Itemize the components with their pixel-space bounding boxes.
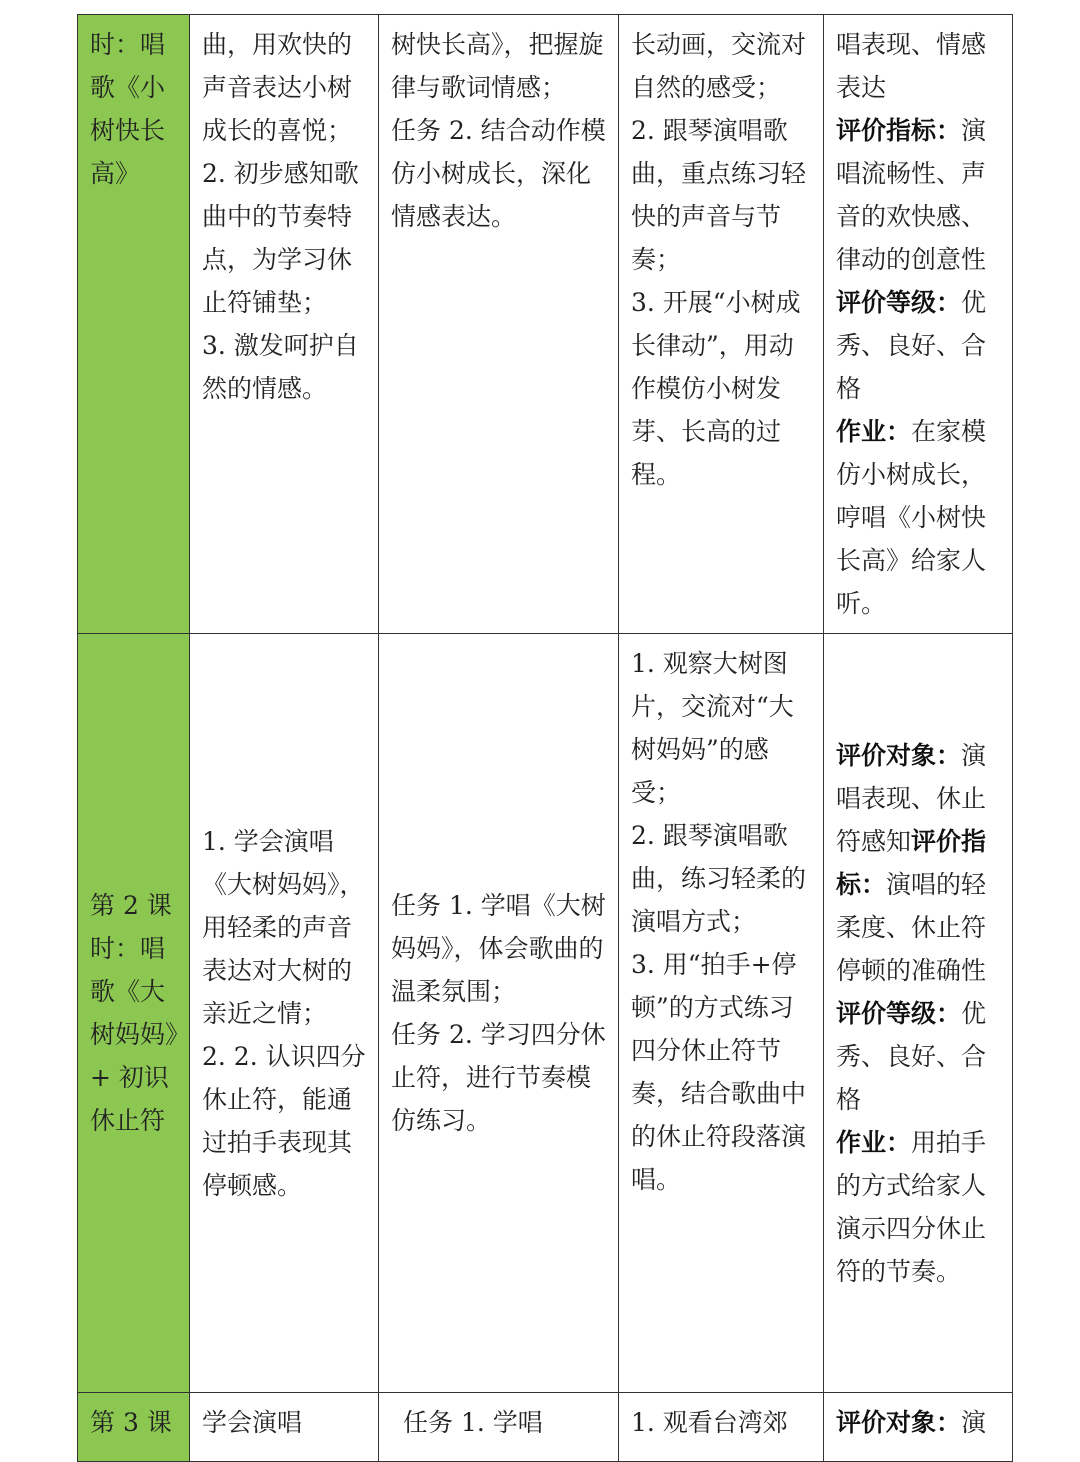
tasks-cell — [379, 1393, 619, 1462]
lesson-cell — [78, 1393, 190, 1462]
evaluation-item — [836, 281, 1002, 410]
lesson-title: 第 3 课 — [90, 1408, 172, 1437]
evaluation-label: 评价指标： — [836, 826, 987, 899]
evaluation-item — [836, 734, 1002, 992]
task-item: 任务 1. 学唱 — [403, 1408, 543, 1437]
activity-item: 1. 观察大树图片，交流对“大树妈妈”的感受； — [631, 649, 794, 807]
activity-item: 2. 跟琴演唱歌曲，重点练习轻快的声音与节奏； — [631, 116, 807, 274]
lesson-cell — [78, 15, 190, 634]
task-item: 任务 1. 学唱《大树妈妈》，体会歌曲的温柔氛围； — [391, 891, 606, 1006]
evaluation-cell — [824, 634, 1013, 1393]
goals-cell — [190, 634, 379, 1393]
table-row — [78, 634, 1013, 1393]
evaluation-text: 唱表现、情感表达 — [836, 30, 987, 102]
activity-item: 长动画，交流对自然的感受； — [631, 30, 807, 102]
task-item: 树快长高》，把握旋律与歌词情感； — [391, 30, 604, 102]
activity-item: 3. 开展“小树成长律动”，用动作模仿小树发芽、长高的过程。 — [631, 288, 801, 489]
lesson-plan-table — [77, 14, 1013, 1462]
evaluation-item — [836, 410, 1002, 625]
evaluation-text: 优秀、良好、合格 — [836, 288, 987, 403]
evaluation-label: 评价对象： — [836, 1408, 962, 1437]
evaluation-label: 评价等级： — [836, 288, 962, 317]
evaluation-text: 优秀、良好、合格 — [836, 998, 987, 1114]
lesson-title: 第 2 课时：唱歌《大树妈妈》+ 初识休止符 — [90, 891, 178, 1135]
tasks-cell — [379, 15, 619, 634]
activity-item: 1. 观看台湾郊 — [631, 1408, 788, 1437]
goal-item: 3. 激发呵护自然的情感。 — [202, 331, 359, 403]
activity-item: 3. 用“拍手+停顿”的方式练习四分休止符节奏，结合歌曲中的休止符段落演唱。 — [631, 950, 807, 1194]
evaluation-text: 演 — [961, 1408, 987, 1437]
evaluation-item — [836, 1401, 1002, 1444]
goal-item: 2. 初步感知歌曲中的节奏特点，为学习休止符铺垫； — [202, 159, 359, 317]
homework-text: 用拍手的方式给家人演示四分休止符的节奏。 — [836, 1127, 987, 1286]
homework-label: 作业： — [836, 417, 912, 446]
goal-item: 曲，用欢快的声音表达小树成长的喜悦； — [202, 30, 353, 145]
evaluation-item — [836, 109, 1002, 281]
evaluation-label: 评价等级： — [836, 998, 962, 1028]
task-item: 任务 2. 学习四分休止符，进行节奏模仿练习。 — [391, 1020, 606, 1135]
goals-cell — [190, 15, 379, 634]
evaluation-item — [836, 992, 1002, 1121]
goal-item: 学会演唱 — [202, 1408, 303, 1437]
evaluation-label: 评价指标： — [836, 116, 962, 145]
evaluation-cell — [824, 15, 1013, 634]
goal-item: 2. 2. 认识四分休止符，能通过拍手表现其停顿感。 — [202, 1041, 366, 1200]
task-item: 任务 2. 结合动作模仿小树成长，深化情感表达。 — [391, 116, 606, 231]
goals-cell — [190, 1393, 379, 1462]
homework-label: 作业： — [836, 1127, 912, 1157]
homework-text: 在家模仿小树成长，哼唱《小树快长高》给家人听。 — [836, 417, 987, 618]
table-row — [78, 15, 1013, 634]
activities-cell — [619, 15, 824, 634]
evaluation-item — [836, 23, 1002, 109]
evaluation-text: 演唱表现、休止符感知 — [836, 740, 987, 856]
table-row — [78, 1393, 1013, 1462]
lesson-cell — [78, 634, 190, 1393]
tasks-cell — [379, 634, 619, 1393]
activities-cell — [619, 1393, 824, 1462]
activities-cell — [619, 634, 824, 1393]
evaluation-text: 演唱的轻柔度、休止符停顿的准确性 — [836, 869, 987, 985]
goal-item: 1. 学会演唱《大树妈妈》，用轻柔的声音表达对大树的亲近之情； — [202, 826, 365, 1028]
evaluation-text: 演唱流畅性、声音的欢快感、律动的创意性 — [836, 116, 987, 274]
lesson-title: 时：唱歌《小树快长高》 — [90, 30, 166, 188]
evaluation-label: 评价对象： — [836, 740, 962, 770]
evaluation-item — [836, 1121, 1002, 1293]
evaluation-cell — [824, 1393, 1013, 1462]
activity-item: 2. 跟琴演唱歌曲，练习轻柔的演唱方式； — [631, 821, 807, 936]
